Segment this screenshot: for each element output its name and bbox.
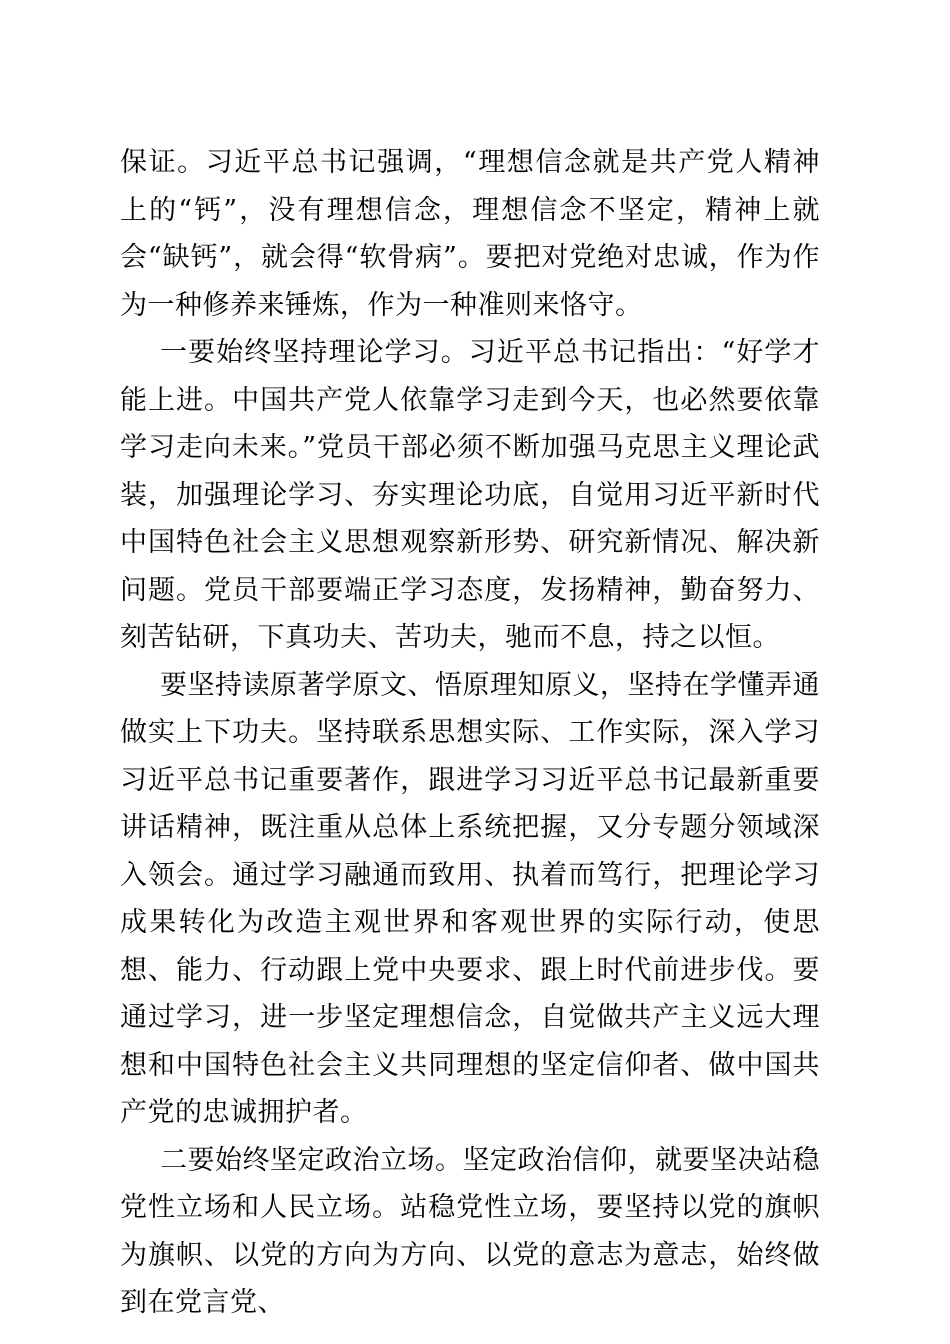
paragraph-theory-study: 一要始终坚持理论学习。习近平总书记指出：“好学才能上进。中国共产党人依靠学习走到今天，也必然要依靠学习走向未来。”党员干部必须不断加强马克思主义理论武装，加强理论学习、夯实理论功底，自觉用习近平新时代中国特色社会主义思想观察新形势、研究新情况、解决新问题。党员干部要端正学习态度，发扬精神，勤奋努力、刻苦钻研，下真功夫、苦功夫，驰而不息，持之以恒。 bbox=[120, 337, 820, 653]
paragraph-political-stance: 二要始终坚定政治立场。坚定政治信仰，就要坚决站稳党性立场和人民立场。站稳党性立场，要坚持以党的旗帜为旗帜、以党的方向为方向、以党的意志为意志，始终做到在党言党、 bbox=[120, 1144, 820, 1318]
document-body bbox=[120, 139, 820, 1327]
paragraph-loyalty-conclusion: 保证。习近平总书记强调，“理想信念就是共产党人精神上的“钙”，没有理想信念，理想信念不坚定，精神上就会“缺钙”，就会得“软骨病”。要把对党绝对忠诚，作为作为一种修养来锤炼，作为一种准则来恪守。 bbox=[120, 147, 820, 321]
paragraph-read-originals: 要坚持读原著学原文、悟原理知原义，坚持在学懂弄通做实上下功夫。坚持联系思想实际、工作实际，深入学习习近平总书记重要著作，跟进学习习近平总书记最新重要讲话精神，既注重从总体上系统把握，又分专题分领域深入领会。通过学习融通而致用、执着而笃行，把理论学习成果转化为改造主观世界和客观世界的实际行动，使思想、能力、行动跟上党中央要求、跟上时代前进步伐。要通过学习，进一步坚定理想信念，自觉做共产主义远大理想和中国特色社会主义共同理想的坚定信仰者、做中国共产党的忠诚拥护者。 bbox=[120, 669, 820, 1128]
